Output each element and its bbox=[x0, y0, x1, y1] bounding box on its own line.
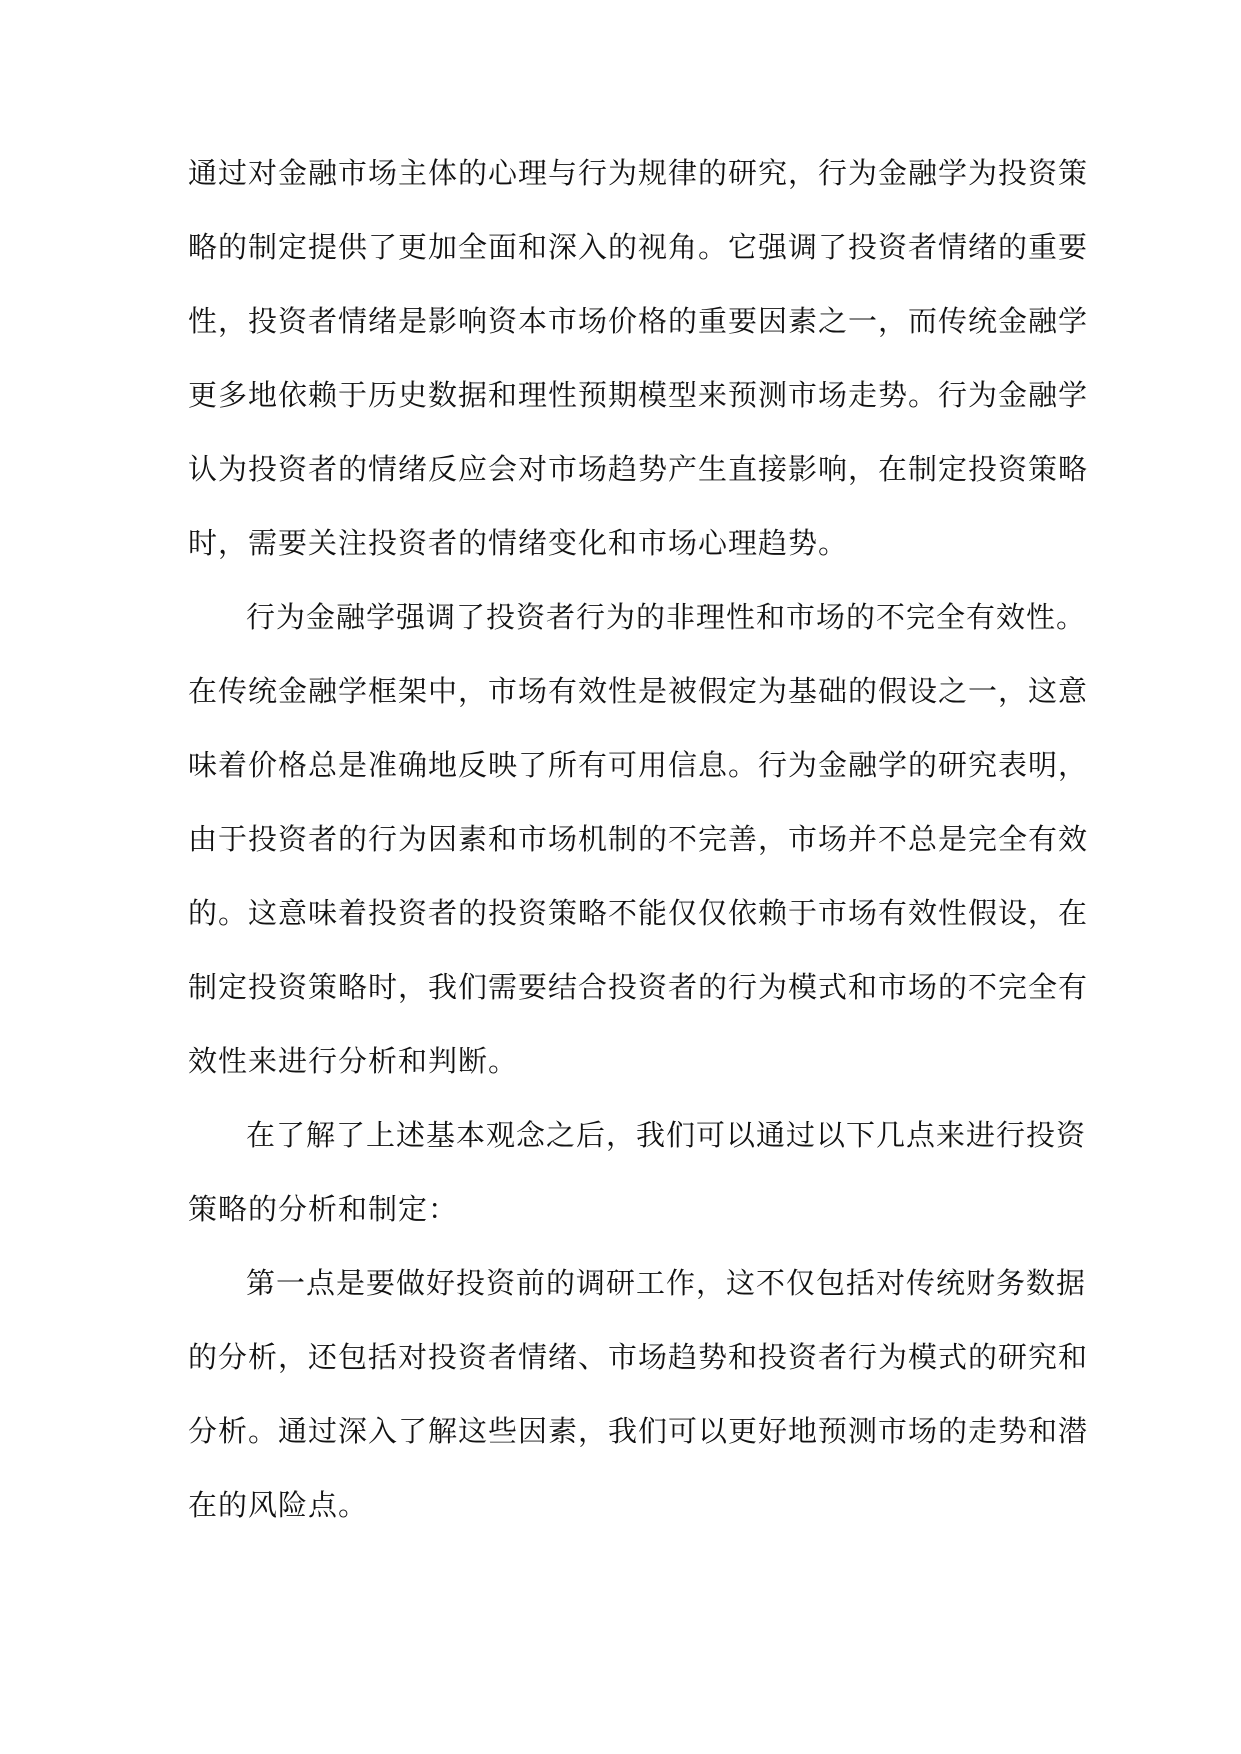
paragraph-line: 味着价格总是准确地反映了所有可用信息。行为金融学的研究表明， bbox=[188, 748, 1089, 782]
paragraph-4 bbox=[188, 1246, 1089, 1542]
paragraph-line: 的。这意味着投资者的投资策略不能仅仅依赖于市场有效性假设，在 bbox=[188, 896, 1089, 930]
paragraph-1 bbox=[188, 136, 1089, 580]
paragraph-line: 的分析，还包括对投资者情绪、市场趋势和投资者行为模式的研究和 bbox=[188, 1340, 1089, 1374]
document-body bbox=[188, 136, 1089, 1542]
paragraph-line: 制定投资策略时，我们需要结合投资者的行为模式和市场的不完全有 bbox=[188, 970, 1089, 1004]
paragraph-line: 在传统金融学框架中，市场有效性是被假定为基础的假设之一，这意 bbox=[188, 674, 1089, 708]
paragraph-line: 行为金融学强调了投资者行为的非理性和市场的不完全有效性。 bbox=[246, 600, 1087, 634]
paragraph-3 bbox=[188, 1098, 1087, 1246]
paragraph-line: 略的制定提供了更加全面和深入的视角。它强调了投资者情绪的重要 bbox=[188, 230, 1089, 264]
paragraph-line: 策略的分析和制定： bbox=[188, 1192, 459, 1226]
paragraph-line: 更多地依赖于历史数据和理性预期模型来预测市场走势。行为金融学 bbox=[188, 378, 1089, 412]
paragraph-line: 效性来进行分析和判断。 bbox=[188, 1044, 519, 1078]
paragraph-line: 由于投资者的行为因素和市场机制的不完善，市场并不总是完全有效 bbox=[188, 822, 1089, 856]
paragraph-line: 第一点是要做好投资前的调研工作，这不仅包括对传统财务数据 bbox=[246, 1266, 1087, 1300]
paragraph-2 bbox=[188, 580, 1089, 1098]
paragraph-line: 性，投资者情绪是影响资本市场价格的重要因素之一，而传统金融学 bbox=[188, 304, 1089, 338]
paragraph-line: 在的风险点。 bbox=[188, 1488, 369, 1522]
paragraph-line: 通过对金融市场主体的心理与行为规律的研究，行为金融学为投资策 bbox=[188, 156, 1089, 190]
paragraph-line: 在了解了上述基本观念之后，我们可以通过以下几点来进行投资 bbox=[246, 1118, 1087, 1152]
paragraph-line: 认为投资者的情绪反应会对市场趋势产生直接影响，在制定投资策略 bbox=[188, 452, 1089, 486]
paragraph-line: 时，需要关注投资者的情绪变化和市场心理趋势。 bbox=[188, 526, 849, 560]
paragraph-line: 分析。通过深入了解这些因素，我们可以更好地预测市场的走势和潜 bbox=[188, 1414, 1089, 1448]
